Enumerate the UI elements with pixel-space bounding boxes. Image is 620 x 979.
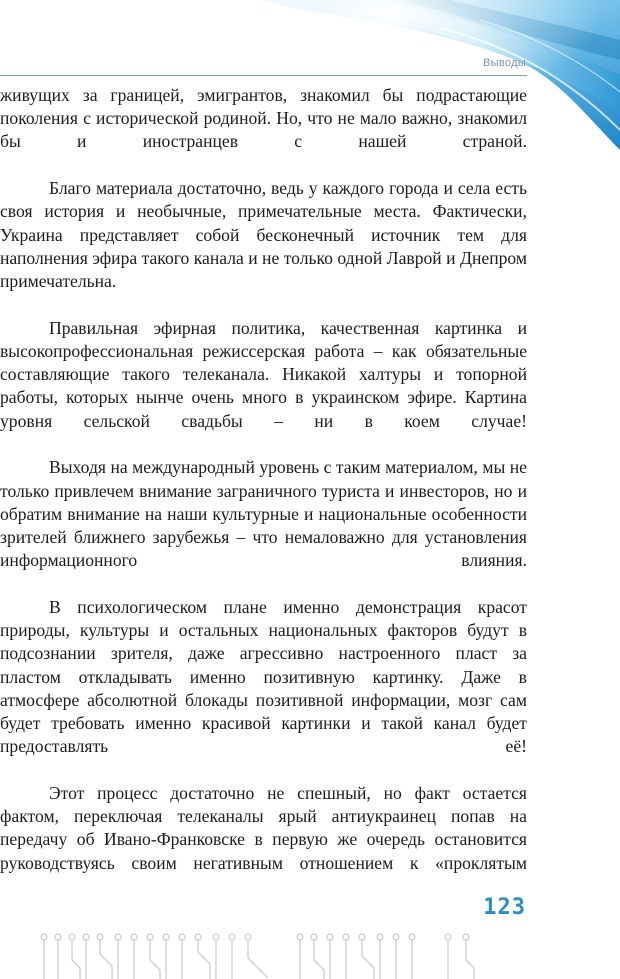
paragraph: Этот процесс достаточно не спешный, но факт остается фактом, переключая телеканалы ярый антиукраинец попав на передачу об Ивано-Франковске в первую же очередь остановится руководствуясь своим негативным отношением к «проклятым — [0, 783, 527, 873]
header-divider — [0, 75, 527, 76]
paragraph: Выходя на международный уровень с таким материалом, мы не только привлечем внимание заграничного туриста и инвесторов, но и обратим внимание на наши культурные и национальные особенности зрителей ближнего зарубежья – что немаловажно для установления информационного влияния. — [0, 457, 527, 571]
paragraph: Правильная эфирная политика, качественная картинка и высокопрофессиональная режиссерская работа – как обязательные составляющие такого телеканала. Никакой халтуры и топорной работы, которых нынче очень много в украинском эфире. Картина уровня сельской свадьбы – ни в коем случае! — [0, 317, 527, 431]
paragraph: живущих за границей, эмигрантов, знакомил бы подрастающие поколения с исторической родиной. Но, что не мало важно, знакомил бы и иностранцев с нашей страной. — [0, 85, 527, 152]
decorative-circuit-pattern — [0, 930, 620, 979]
page-number: 123 — [483, 895, 526, 920]
paragraph: Благо материала достаточно, ведь у каждого города и села есть своя история и необычные, примечательные места. Фактически, Украина представляет собой бесконечный источник тем для наполнения эфира такого канала и не только одной Лаврой и Днепром примечательна. — [0, 178, 527, 292]
body-text — [0, 84, 527, 898]
paragraph: В психологическом плане именно демонстрация красот природы, культуры и остальных национальных факторов будут в подсознании зрителя, даже агрессивно настроенного пласт за пластом откладывать именно позитивную картинку. Даже в атмосфере абсолютной блокады позитивной информации, мозг сам будет требовать именно красивой картинки и такой канал будет предоставлять её! — [0, 597, 527, 757]
section-label: Выводы — [483, 57, 526, 69]
